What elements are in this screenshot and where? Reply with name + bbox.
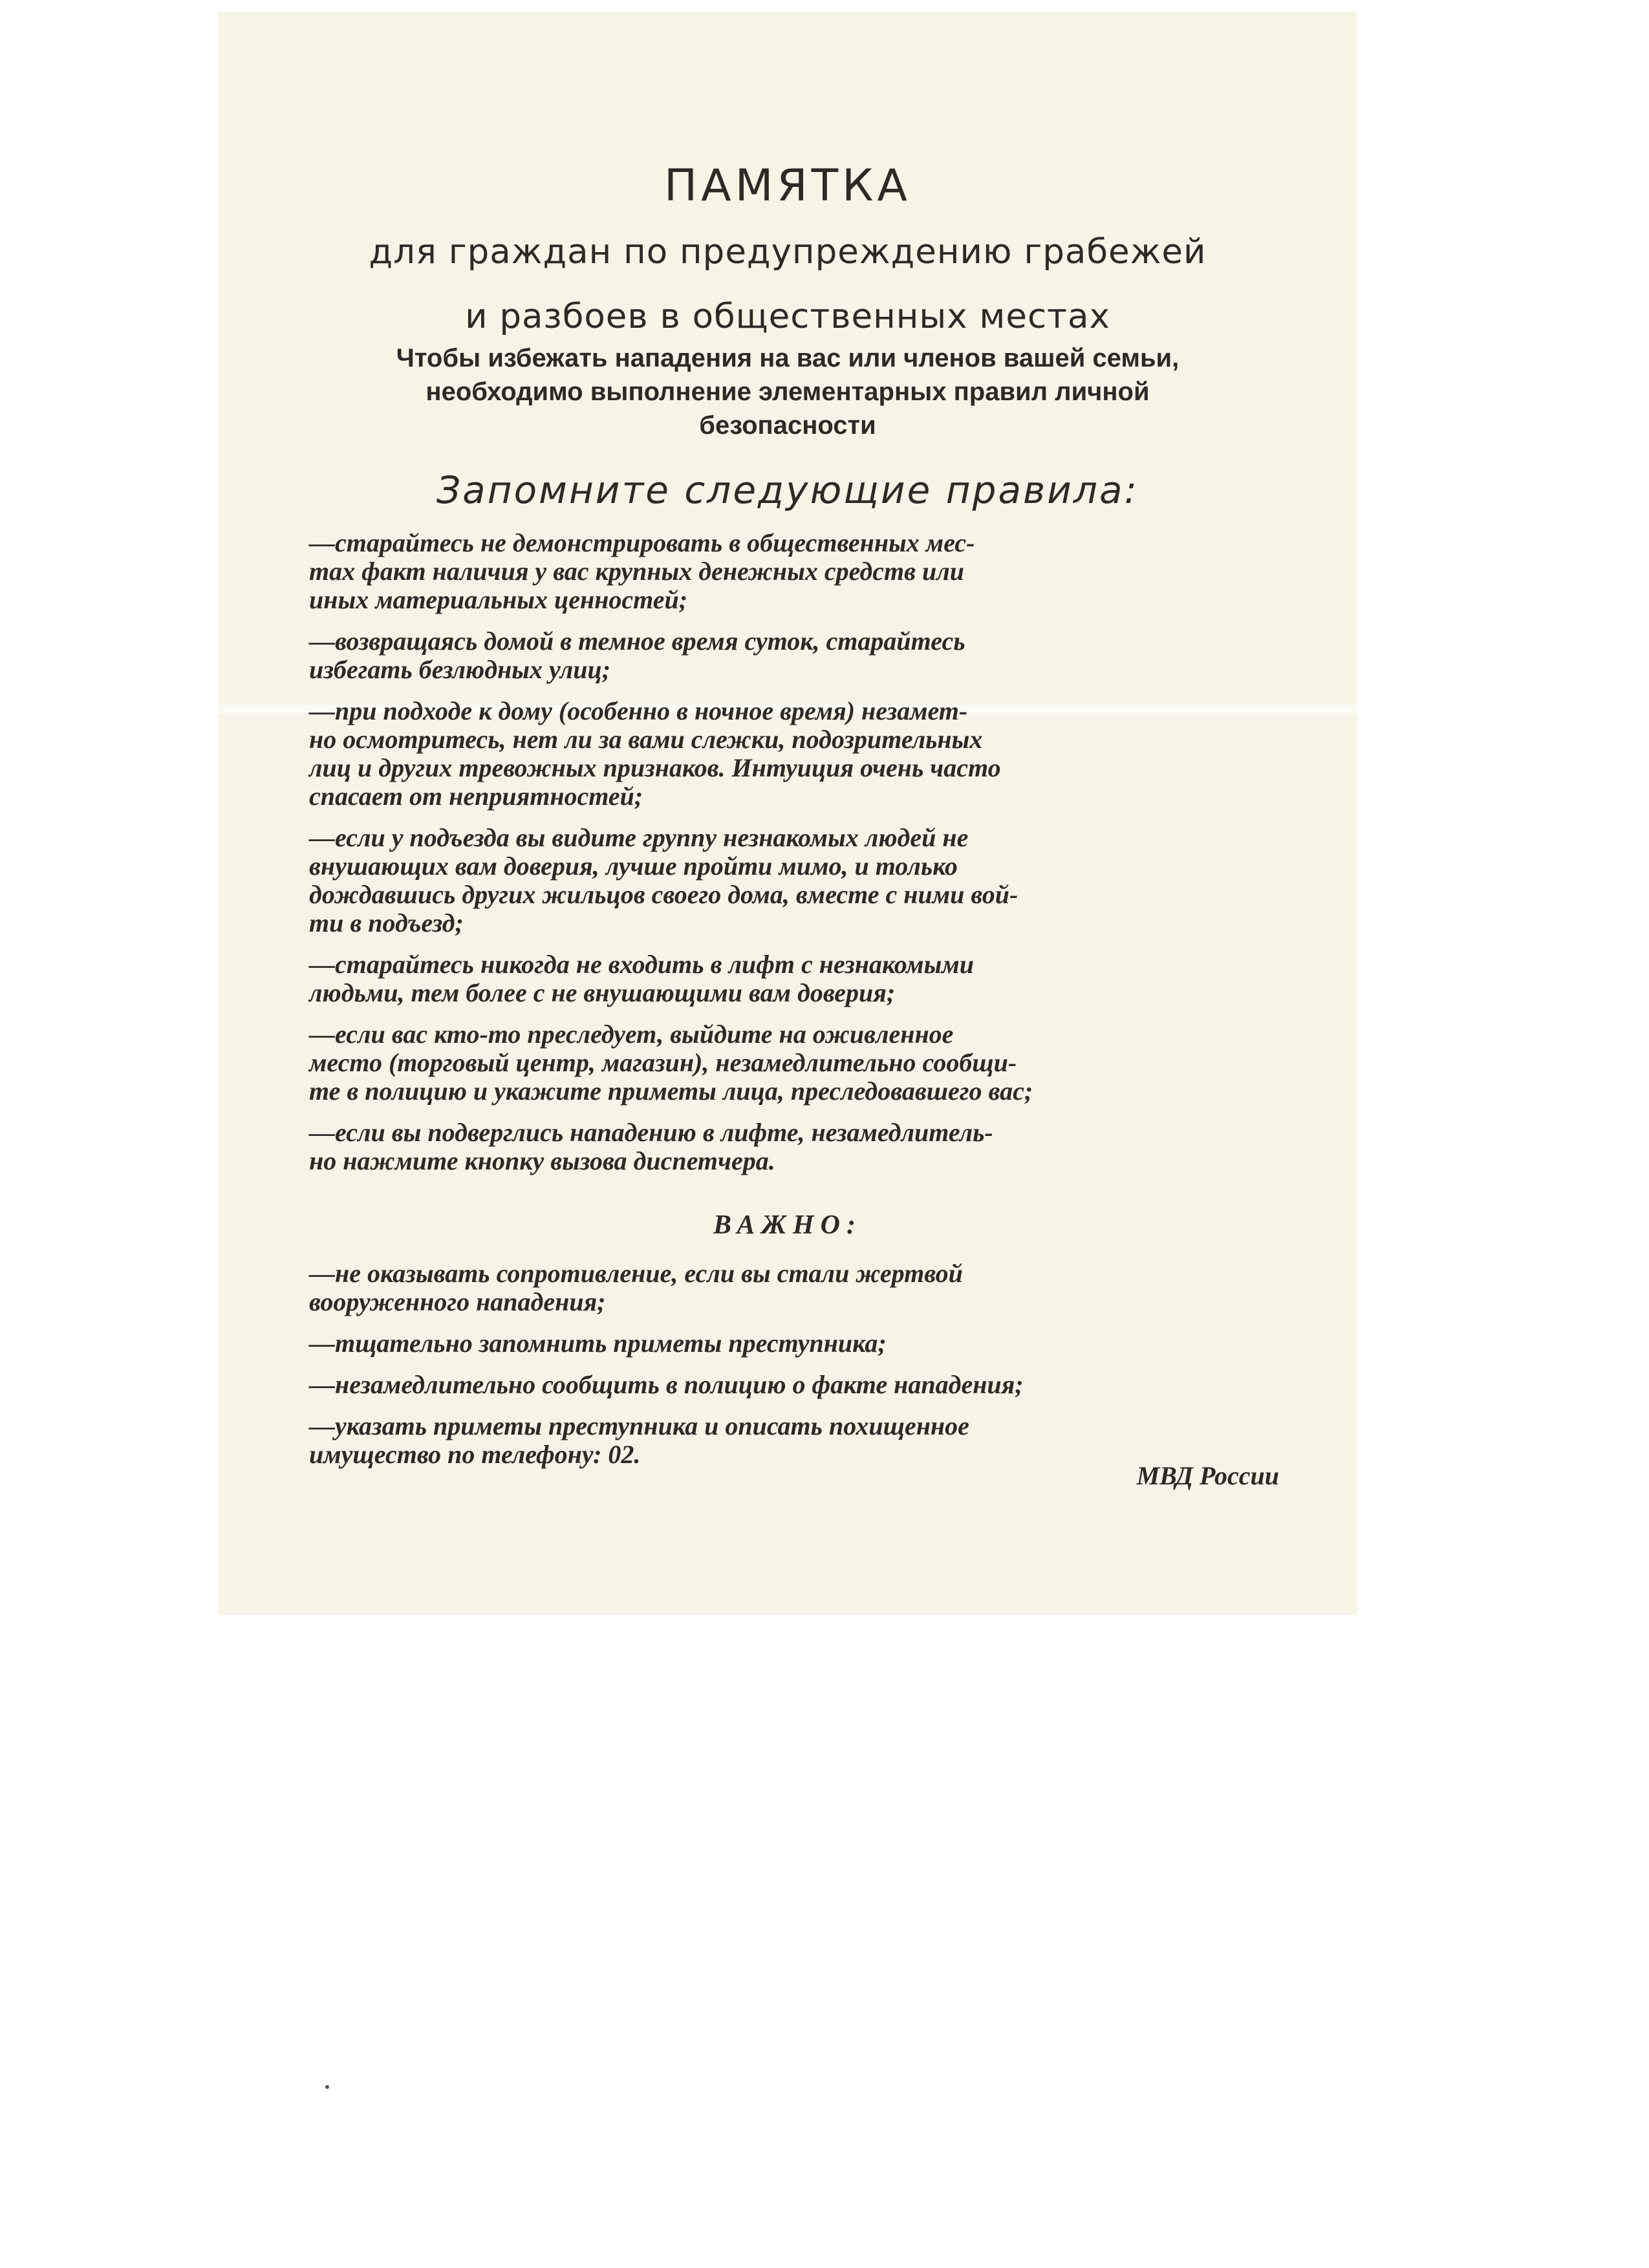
rule-line: —возвращаясь домой в темное время суток, старайтесь: [309, 626, 965, 656]
subtitle-line: для граждан по предупреждению грабежей: [369, 232, 1207, 272]
intro-paragraph: [283, 341, 1292, 442]
intro-line: безопасности: [699, 411, 876, 440]
intro-line: необходимо выполнение элементарных правил личной: [426, 378, 1150, 406]
important-item: [309, 1329, 1292, 1358]
rule-item: [309, 824, 1292, 937]
rule-line: —если вы подверглись нападению в лифте, незамедлитель-: [309, 1118, 993, 1147]
rule-line: те в полицию и укажите приметы лица, преследовавшего вас;: [309, 1076, 1033, 1106]
rule-item: [309, 627, 1292, 684]
important-list: [309, 1259, 1292, 1482]
rule-line: но осмотритесь, нет ли за вами слежки, подозрительных: [309, 725, 983, 754]
scanned-document: [219, 12, 1357, 1615]
intro-line: Чтобы избежать нападения на вас или членов вашей семьи,: [396, 344, 1180, 372]
important-line: вооруженного нападения;: [309, 1287, 606, 1316]
rule-item: [309, 529, 1292, 614]
document-title: ПАМЯТКА: [664, 160, 911, 211]
rule-line: людьми, тем более с не внушающими вам доверия;: [309, 978, 896, 1007]
important-item: [309, 1259, 1292, 1316]
rule-line: внушающих вам доверия, лучше пройти мимо, и только: [309, 851, 958, 881]
rule-item: [309, 1020, 1292, 1106]
rule-line: тах факт наличия у вас крупных денежных средств или: [309, 557, 964, 586]
important-line: —указать приметы преступника и описать похищенное: [309, 1411, 969, 1440]
rule-line: избегать безлюдных улиц;: [309, 655, 611, 684]
important-line: —незамедлительно сообщить в полицию о факте нападения;: [309, 1370, 1024, 1399]
rule-line: —если вас кто-то преследует, выйдите на оживленное: [309, 1020, 954, 1049]
rule-line: лиц и других тревожных признаков. Интуиция очень часто: [309, 753, 1001, 782]
scan-speck: [325, 2085, 329, 2089]
rule-line: дождавшись других жильцов своего дома, вместе с ними вой-: [309, 880, 1018, 909]
rule-line: но нажмите кнопку вызова диспетчера.: [309, 1146, 775, 1175]
subtitle-line: и разбоев в общественных местах: [465, 297, 1110, 336]
rule-line: ти в подъезд;: [309, 908, 464, 937]
document-subtitle: [257, 220, 1318, 349]
important-line: —тщательно запомнить приметы преступника;: [309, 1329, 887, 1358]
rule-item: [309, 697, 1292, 811]
rule-line: место (торговый центр, магазин), незамедлительно сообщи-: [309, 1048, 1017, 1077]
rule-line: спасает от неприятностей;: [309, 782, 643, 811]
rule-line: иных материальных ценностей;: [309, 585, 688, 614]
important-line: —не оказывать сопротивление, если вы стали жертвой: [309, 1259, 963, 1288]
rule-item: [309, 1118, 1292, 1175]
rule-line: —старайтесь никогда не входить в лифт с незнакомыми: [309, 950, 974, 979]
rule-line: —если у подъезда вы видите группу незнакомых людей не: [309, 823, 969, 852]
rule-line: —при подходе к дому (особенно в ночное время) незамет-: [309, 696, 968, 725]
rules-list: [309, 529, 1292, 1188]
important-item: [309, 1371, 1292, 1399]
important-heading: ВАЖНО:: [713, 1210, 862, 1240]
signature: МВД России: [1136, 1461, 1279, 1490]
rule-item: [309, 950, 1292, 1007]
important-line: имущество по телефону: 02.: [309, 1440, 641, 1469]
rule-line: —старайтесь не демонстрировать в общественных мес-: [309, 528, 975, 557]
rules-heading: Запомните следующие правила:: [436, 468, 1139, 512]
